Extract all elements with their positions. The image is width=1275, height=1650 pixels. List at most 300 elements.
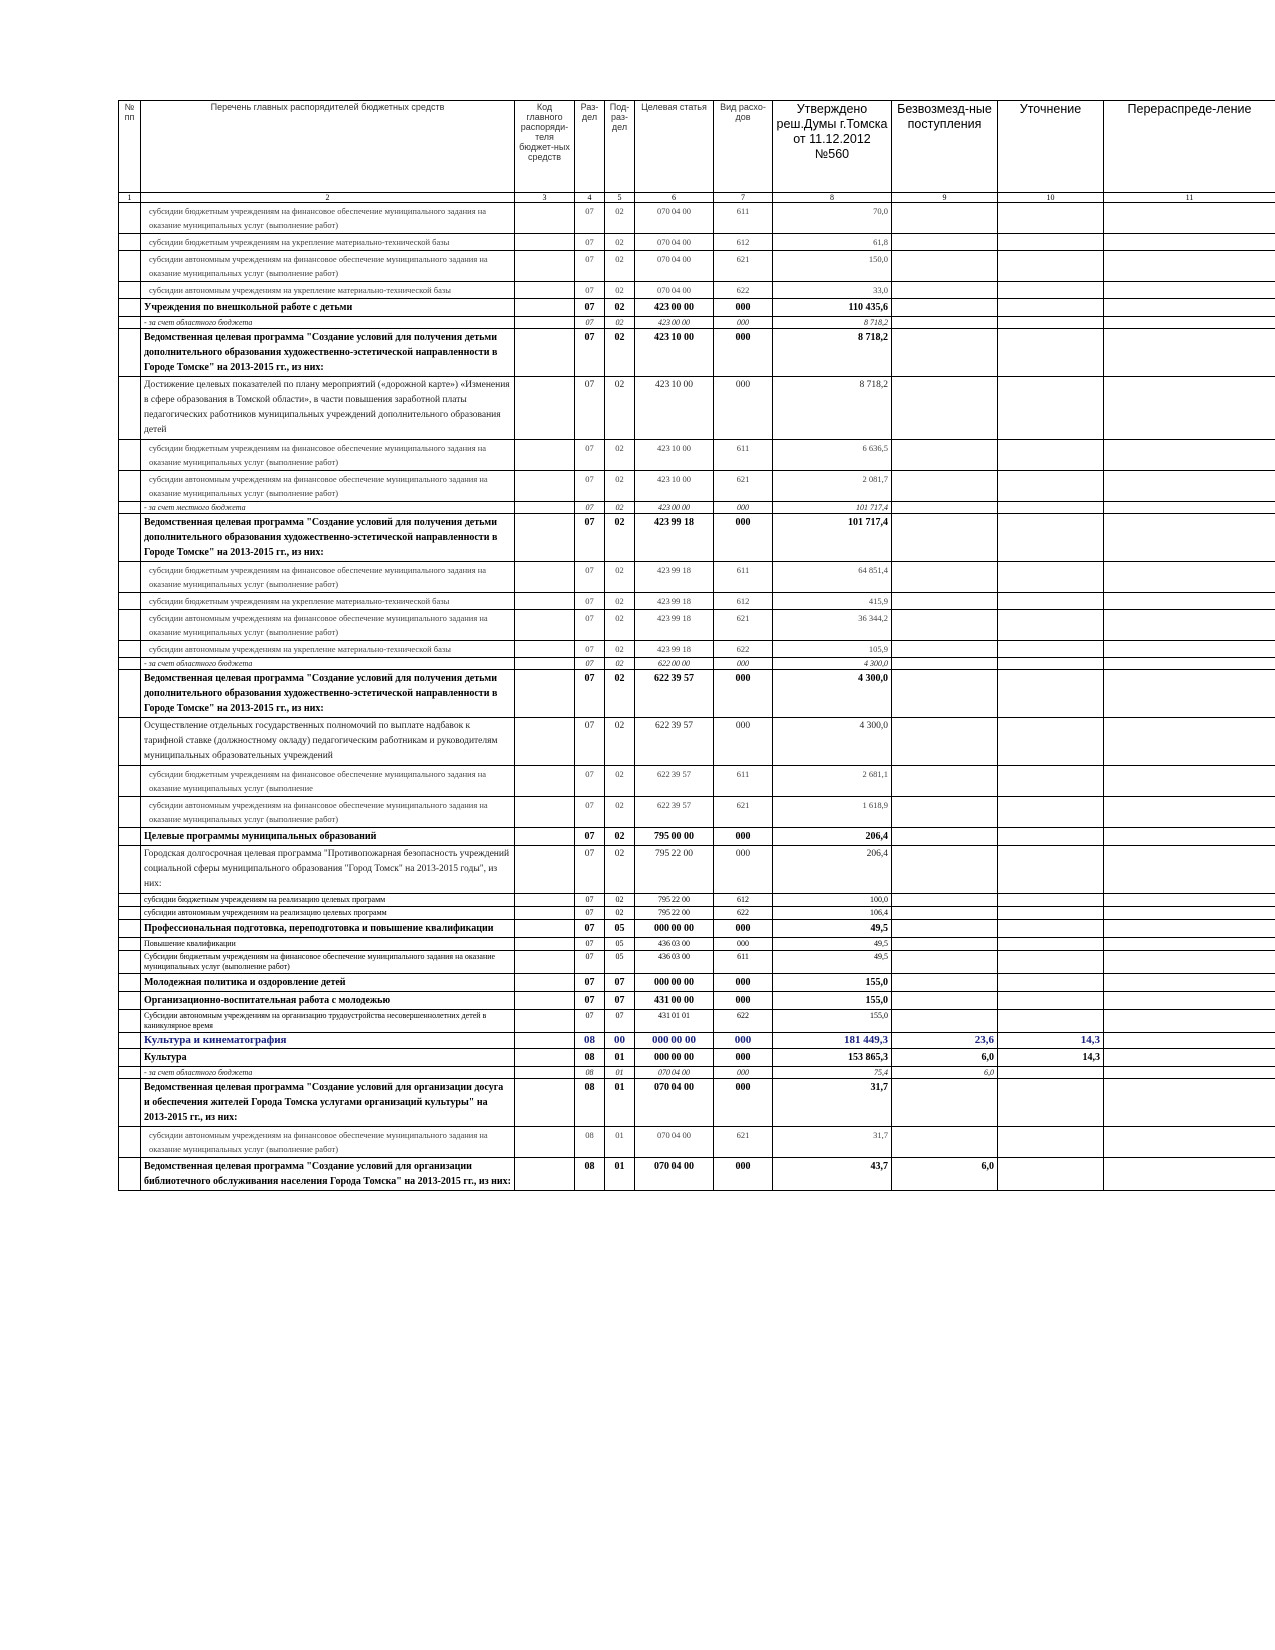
row-number (119, 894, 141, 907)
row-expense-type: 611 (714, 440, 773, 471)
table-row (119, 203, 1275, 234)
row-code (515, 514, 575, 562)
row-code (515, 1079, 575, 1127)
column-number: 8 (773, 193, 892, 203)
row-approved: 100,0 (773, 894, 892, 907)
row-target-article: 070 04 00 (635, 1158, 714, 1191)
row-approved: 155,0 (773, 992, 892, 1010)
row-name: Ведомственная целевая программа "Создание условий для получения детьми дополнительного образования художественно-эстетической направленности в Городе Томске" на 2013-2015 гг., из них: (141, 514, 515, 562)
row-expense-type: 000 (714, 299, 773, 317)
row-clarification (998, 234, 1104, 251)
row-number (119, 1067, 141, 1079)
row-number (119, 1010, 141, 1033)
row-podrazdel: 02 (605, 907, 635, 920)
row-podrazdel: 05 (605, 951, 635, 974)
row-free-receipts (892, 1127, 998, 1158)
table-row (119, 1158, 1275, 1191)
row-razdel: 07 (575, 562, 605, 593)
row-clarification (998, 251, 1104, 282)
row-number (119, 1079, 141, 1127)
row-name: субсидии бюджетным учреждениям на финансовое обеспечение муниципального задания на оказание муниципальных услуг (выполнение работ) (141, 440, 515, 471)
row-target-article: 070 04 00 (635, 251, 714, 282)
row-razdel: 08 (575, 1067, 605, 1079)
col-header-podrazdel: Под-раз-дел (605, 101, 635, 193)
row-number (119, 471, 141, 502)
row-podrazdel: 02 (605, 377, 635, 440)
row-clarification (998, 1079, 1104, 1127)
row-razdel: 07 (575, 502, 605, 514)
row-target-article: 795 22 00 (635, 907, 714, 920)
row-razdel: 07 (575, 992, 605, 1010)
row-target-article: 622 39 57 (635, 718, 714, 766)
row-redistribution (1104, 502, 1275, 514)
row-target-article: 423 99 18 (635, 641, 714, 658)
row-razdel: 07 (575, 894, 605, 907)
row-approved: 49,5 (773, 951, 892, 974)
row-free-receipts: 6,0 (892, 1049, 998, 1067)
row-name: субсидии бюджетным учреждениям на финансовое обеспечение муниципального задания на оказание муниципальных услуг (выполнение (141, 766, 515, 797)
row-razdel: 07 (575, 377, 605, 440)
table-row (119, 974, 1275, 992)
row-free-receipts (892, 670, 998, 718)
row-razdel: 08 (575, 1033, 605, 1049)
row-razdel: 07 (575, 299, 605, 317)
row-code (515, 610, 575, 641)
row-razdel: 07 (575, 593, 605, 610)
row-razdel: 08 (575, 1049, 605, 1067)
row-expense-type: 000 (714, 1079, 773, 1127)
row-podrazdel: 02 (605, 766, 635, 797)
row-razdel: 07 (575, 974, 605, 992)
row-approved: 101 717,4 (773, 514, 892, 562)
row-podrazdel: 01 (605, 1079, 635, 1127)
table-row (119, 670, 1275, 718)
row-number (119, 797, 141, 828)
row-free-receipts: 23,6 (892, 1033, 998, 1049)
row-approved: 36 344,2 (773, 610, 892, 641)
row-approved: 2 081,7 (773, 471, 892, 502)
row-name: - за счет областного бюджета (141, 317, 515, 329)
row-razdel: 07 (575, 329, 605, 377)
row-expense-type: 000 (714, 938, 773, 951)
row-razdel: 07 (575, 951, 605, 974)
row-approved: 181 449,3 (773, 1033, 892, 1049)
row-clarification (998, 907, 1104, 920)
table-row (119, 1067, 1275, 1079)
row-razdel: 07 (575, 1010, 605, 1033)
row-clarification (998, 514, 1104, 562)
row-approved: 2 681,1 (773, 766, 892, 797)
row-approved: 61,8 (773, 234, 892, 251)
row-clarification (998, 718, 1104, 766)
row-expense-type: 000 (714, 514, 773, 562)
row-code (515, 1127, 575, 1158)
table-row (119, 766, 1275, 797)
row-expense-type: 000 (714, 920, 773, 938)
row-code (515, 251, 575, 282)
table-row (119, 846, 1275, 894)
row-podrazdel: 02 (605, 514, 635, 562)
row-approved: 31,7 (773, 1127, 892, 1158)
row-approved: 101 717,4 (773, 502, 892, 514)
row-podrazdel: 01 (605, 1067, 635, 1079)
row-approved: 75,4 (773, 1067, 892, 1079)
row-target-article: 423 99 18 (635, 562, 714, 593)
row-redistribution (1104, 329, 1275, 377)
col-header-number: № пп (119, 101, 141, 193)
row-expense-type: 622 (714, 282, 773, 299)
row-target-article: 436 03 00 (635, 951, 714, 974)
row-number (119, 766, 141, 797)
row-redistribution (1104, 1010, 1275, 1033)
row-code (515, 1067, 575, 1079)
row-number (119, 514, 141, 562)
row-expense-type: 000 (714, 1033, 773, 1049)
row-approved: 415,9 (773, 593, 892, 610)
table-row (119, 1127, 1275, 1158)
row-approved: 206,4 (773, 846, 892, 894)
row-redistribution (1104, 562, 1275, 593)
row-podrazdel: 02 (605, 610, 635, 641)
row-redistribution (1104, 766, 1275, 797)
budget-document (118, 100, 1275, 1191)
row-approved: 64 851,4 (773, 562, 892, 593)
row-name: субсидии автономным учреждениям на финансовое обеспечение муниципального задания на оказание муниципальных услуг (выполнение работ) (141, 1127, 515, 1158)
row-free-receipts (892, 894, 998, 907)
row-expense-type: 611 (714, 203, 773, 234)
row-clarification (998, 938, 1104, 951)
row-clarification (998, 610, 1104, 641)
row-redistribution (1104, 992, 1275, 1010)
row-code (515, 471, 575, 502)
row-podrazdel: 02 (605, 234, 635, 251)
row-redistribution (1104, 1067, 1275, 1079)
row-target-article: 423 10 00 (635, 440, 714, 471)
table-row (119, 377, 1275, 440)
row-target-article: 070 04 00 (635, 1079, 714, 1127)
row-number (119, 938, 141, 951)
row-code (515, 1049, 575, 1067)
row-podrazdel: 07 (605, 1010, 635, 1033)
row-razdel: 07 (575, 514, 605, 562)
row-redistribution (1104, 907, 1275, 920)
row-redistribution (1104, 846, 1275, 894)
row-free-receipts (892, 1010, 998, 1033)
row-code (515, 658, 575, 670)
row-free-receipts (892, 317, 998, 329)
row-podrazdel: 05 (605, 920, 635, 938)
row-clarification (998, 1010, 1104, 1033)
row-expense-type: 611 (714, 766, 773, 797)
row-free-receipts (892, 1079, 998, 1127)
row-free-receipts (892, 907, 998, 920)
row-code (515, 203, 575, 234)
row-name: субсидии автономным учреждениям на финансовое обеспечение муниципального задания на оказание муниципальных услуг (выполнение работ) (141, 251, 515, 282)
row-redistribution (1104, 251, 1275, 282)
row-number (119, 828, 141, 846)
table-row (119, 1033, 1275, 1049)
row-free-receipts (892, 846, 998, 894)
row-free-receipts (892, 251, 998, 282)
row-number (119, 203, 141, 234)
row-approved: 33,0 (773, 282, 892, 299)
row-free-receipts (892, 377, 998, 440)
row-name: субсидии автономным учреждениям на укрепление материально-технической базы (141, 641, 515, 658)
row-target-article: 423 99 18 (635, 514, 714, 562)
row-razdel: 07 (575, 797, 605, 828)
row-target-article: 070 04 00 (635, 1127, 714, 1158)
row-expense-type: 621 (714, 471, 773, 502)
table-row (119, 234, 1275, 251)
row-podrazdel: 02 (605, 894, 635, 907)
table-row (119, 562, 1275, 593)
row-target-article: 423 99 18 (635, 593, 714, 610)
col-header-approved: Утверждено реш.Думы г.Томска от 11.12.2012 №560 (773, 101, 892, 193)
table-row (119, 1079, 1275, 1127)
row-code (515, 718, 575, 766)
row-clarification (998, 377, 1104, 440)
row-number (119, 1158, 141, 1191)
row-redistribution (1104, 203, 1275, 234)
row-code (515, 234, 575, 251)
row-target-article: 070 04 00 (635, 1067, 714, 1079)
row-expense-type: 621 (714, 251, 773, 282)
row-number (119, 299, 141, 317)
row-free-receipts: 6,0 (892, 1158, 998, 1191)
row-name: Субсидии бюджетным учреждениям на финансовое обеспечение муниципального задания на оказание муниципальных услуг (выполнение работ) (141, 951, 515, 974)
row-code (515, 593, 575, 610)
row-code (515, 641, 575, 658)
row-target-article: 423 00 00 (635, 299, 714, 317)
row-target-article: 622 39 57 (635, 670, 714, 718)
table-row (119, 658, 1275, 670)
table-row (119, 641, 1275, 658)
row-expense-type: 000 (714, 1067, 773, 1079)
row-razdel: 08 (575, 1158, 605, 1191)
row-podrazdel: 02 (605, 593, 635, 610)
row-expense-type: 000 (714, 670, 773, 718)
row-code (515, 1010, 575, 1033)
row-podrazdel: 00 (605, 1033, 635, 1049)
row-clarification (998, 670, 1104, 718)
row-podrazdel: 01 (605, 1158, 635, 1191)
row-target-article: 070 04 00 (635, 282, 714, 299)
row-expense-type: 611 (714, 951, 773, 974)
row-redistribution (1104, 938, 1275, 951)
row-free-receipts (892, 299, 998, 317)
row-approved: 206,4 (773, 828, 892, 846)
row-name: Организационно-воспитательная работа с молодежью (141, 992, 515, 1010)
row-number (119, 1049, 141, 1067)
row-expense-type: 612 (714, 234, 773, 251)
row-number (119, 641, 141, 658)
row-expense-type: 000 (714, 377, 773, 440)
row-redistribution (1104, 299, 1275, 317)
row-clarification (998, 992, 1104, 1010)
column-number-row (119, 193, 1275, 203)
row-redistribution (1104, 1158, 1275, 1191)
row-expense-type: 622 (714, 641, 773, 658)
table-row (119, 329, 1275, 377)
row-approved: 8 718,2 (773, 329, 892, 377)
table-row (119, 610, 1275, 641)
row-approved: 106,4 (773, 907, 892, 920)
row-clarification (998, 766, 1104, 797)
row-clarification (998, 282, 1104, 299)
table-row (119, 251, 1275, 282)
table-row (119, 593, 1275, 610)
row-approved: 155,0 (773, 974, 892, 992)
row-expense-type: 622 (714, 907, 773, 920)
row-code (515, 329, 575, 377)
row-approved: 150,0 (773, 251, 892, 282)
row-approved: 4 300,0 (773, 718, 892, 766)
row-free-receipts (892, 797, 998, 828)
row-expense-type: 621 (714, 1127, 773, 1158)
column-number: 4 (575, 193, 605, 203)
row-free-receipts (892, 440, 998, 471)
row-name: Молодежная политика и оздоровление детей (141, 974, 515, 992)
row-code (515, 1033, 575, 1049)
table-body (119, 203, 1275, 1191)
row-free-receipts (892, 658, 998, 670)
row-redistribution (1104, 670, 1275, 718)
row-razdel: 07 (575, 610, 605, 641)
row-razdel: 08 (575, 1079, 605, 1127)
row-free-receipts (892, 938, 998, 951)
row-expense-type: 000 (714, 846, 773, 894)
row-target-article: 000 00 00 (635, 1033, 714, 1049)
row-podrazdel: 05 (605, 938, 635, 951)
row-number (119, 658, 141, 670)
row-podrazdel: 02 (605, 562, 635, 593)
row-name: - за счет областного бюджета (141, 1067, 515, 1079)
row-clarification (998, 203, 1104, 234)
row-approved: 43,7 (773, 1158, 892, 1191)
row-clarification (998, 440, 1104, 471)
col-header-name: Перечень главных распорядителей бюджетных средств (141, 101, 515, 193)
row-podrazdel: 01 (605, 1049, 635, 1067)
table-row (119, 920, 1275, 938)
row-razdel: 07 (575, 938, 605, 951)
row-redistribution (1104, 471, 1275, 502)
col-header-code: Код главного распоряди-теля бюджет-ных средств (515, 101, 575, 193)
row-podrazdel: 02 (605, 658, 635, 670)
row-name: Субсидии автономным учреждениям на организацию трудоустройства несовершеннолетних детей в каникулярное время (141, 1010, 515, 1033)
table-row (119, 797, 1275, 828)
row-redistribution (1104, 894, 1275, 907)
row-approved: 8 718,2 (773, 317, 892, 329)
row-expense-type: 000 (714, 502, 773, 514)
column-number: 7 (714, 193, 773, 203)
row-target-article: 795 00 00 (635, 828, 714, 846)
row-expense-type: 000 (714, 1049, 773, 1067)
row-podrazdel: 02 (605, 317, 635, 329)
row-clarification (998, 974, 1104, 992)
row-expense-type: 621 (714, 797, 773, 828)
row-razdel: 07 (575, 766, 605, 797)
row-redistribution (1104, 641, 1275, 658)
column-number: 9 (892, 193, 998, 203)
table-row (119, 440, 1275, 471)
row-approved: 49,5 (773, 920, 892, 938)
column-number: 3 (515, 193, 575, 203)
row-name: Ведомственная целевая программа "Создание условий для организации досуга и обеспечения жителей Города Томска услугами организаций культуры" на 2013-2015 гг., из них: (141, 1079, 515, 1127)
row-approved: 155,0 (773, 1010, 892, 1033)
row-razdel: 07 (575, 907, 605, 920)
row-free-receipts: 6,0 (892, 1067, 998, 1079)
row-target-article: 423 99 18 (635, 610, 714, 641)
row-redistribution (1104, 951, 1275, 974)
table-row (119, 1010, 1275, 1033)
row-razdel: 07 (575, 282, 605, 299)
row-number (119, 920, 141, 938)
table-row (119, 514, 1275, 562)
row-approved: 110 435,6 (773, 299, 892, 317)
row-podrazdel: 02 (605, 440, 635, 471)
row-number (119, 718, 141, 766)
table-row (119, 894, 1275, 907)
row-number (119, 562, 141, 593)
row-approved: 8 718,2 (773, 377, 892, 440)
row-target-article: 622 39 57 (635, 797, 714, 828)
budget-table (118, 100, 1275, 1191)
row-redistribution (1104, 377, 1275, 440)
row-redistribution (1104, 610, 1275, 641)
row-clarification (998, 894, 1104, 907)
row-redistribution (1104, 1033, 1275, 1049)
row-name: Ведомственная целевая программа "Создание условий для получения детьми дополнительного образования художественно-эстетической направленности в Городе Томске" на 2013-2015 гг., из них: (141, 329, 515, 377)
row-clarification (998, 658, 1104, 670)
row-free-receipts (892, 641, 998, 658)
table-row (119, 299, 1275, 317)
row-redistribution (1104, 593, 1275, 610)
row-podrazdel: 02 (605, 797, 635, 828)
row-code (515, 907, 575, 920)
row-clarification: 14,3 (998, 1049, 1104, 1067)
row-target-article: 795 22 00 (635, 846, 714, 894)
row-number (119, 610, 141, 641)
row-approved: 153 865,3 (773, 1049, 892, 1067)
row-code (515, 1158, 575, 1191)
row-code (515, 920, 575, 938)
row-number (119, 440, 141, 471)
row-expense-type: 000 (714, 828, 773, 846)
row-redistribution (1104, 234, 1275, 251)
row-redistribution (1104, 974, 1275, 992)
row-code (515, 299, 575, 317)
row-name: Осуществление отдельных государственных полномочий по выплате надбавок к тарифной ставке (должностному окладу) педагогическим работникам и руководителям муниципальных образовательных учреждений (141, 718, 515, 766)
table-row (119, 282, 1275, 299)
row-number (119, 992, 141, 1010)
row-expense-type: 000 (714, 992, 773, 1010)
row-free-receipts (892, 329, 998, 377)
row-name: Повышение квалификации (141, 938, 515, 951)
row-name: субсидии бюджетным учреждениям на реализацию целевых программ (141, 894, 515, 907)
row-expense-type: 000 (714, 329, 773, 377)
column-number: 11 (1104, 193, 1275, 203)
row-target-article: 423 10 00 (635, 329, 714, 377)
row-name: - за счет областного бюджета (141, 658, 515, 670)
row-number (119, 593, 141, 610)
row-approved: 4 300,0 (773, 658, 892, 670)
column-number: 1 (119, 193, 141, 203)
row-free-receipts (892, 502, 998, 514)
row-approved: 4 300,0 (773, 670, 892, 718)
row-free-receipts (892, 471, 998, 502)
row-number (119, 502, 141, 514)
row-code (515, 766, 575, 797)
